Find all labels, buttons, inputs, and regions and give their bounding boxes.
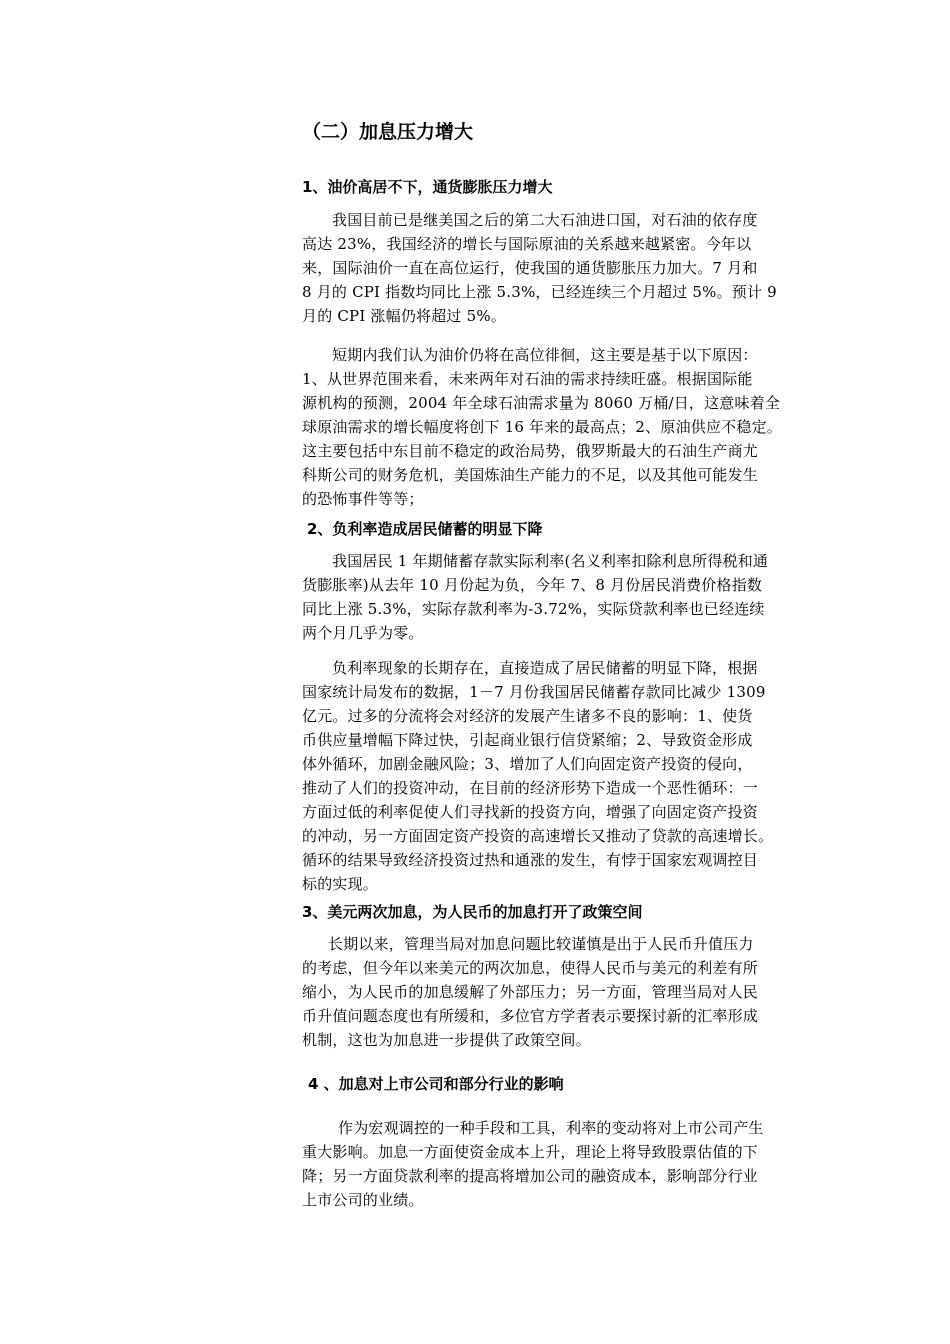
paragraph-line: 我国居民 1 年期储蓄存款实际利率(名义利率扣除利息所得税和通: [332, 552, 769, 570]
paragraph-line: 币供应量增幅下降过快，引起商业银行信贷紧缩；2、导致资金形成: [302, 731, 753, 749]
paragraph-line: 的冲动，另一方面固定资产投资的高速增长又推动了贷款的高速增长。: [302, 827, 774, 845]
paragraph-5: [302, 932, 822, 1052]
subsection-heading-4: 4 、加息对上市公司和部分行业的影响: [308, 1075, 564, 1093]
paragraph-4: [302, 656, 822, 896]
paragraph-line: 1、从世界范围来看，未来两年对石油的需求持续旺盛。根据国际能: [302, 370, 753, 388]
paragraph-line: 体外循环，加剧金融风险；3、增加了人们向固定资产投资的侵向，: [302, 755, 753, 773]
paragraph-line: 方面过低的利率促使人们寻找新的投资方向，增强了向固定资产投资: [302, 803, 759, 821]
paragraph-line: 科斯公司的财务危机，美国炼油生产能力的不足，以及其他可能发生: [302, 466, 759, 484]
paragraph-line: 月的 CPI 涨幅仍将超过 5%。: [302, 307, 506, 325]
paragraph-line: 机制，这也为加息进一步提供了政策空间。: [302, 1031, 591, 1049]
paragraph-line: 缩小，为人民币的加息缓解了外部压力；另一方面，管理当局对人民: [302, 983, 759, 1001]
paragraph-line: 负利率现象的长期存在，直接造成了居民储蓄的明显下降，根据: [332, 659, 758, 677]
paragraph-line: 循环的结果导致经济投资过热和通涨的发生，有悖于国家宏观调控目: [302, 851, 759, 869]
paragraph-line: 国家统计局发布的数据，1－7 月份我国居民储蓄存款同比减少 1309: [302, 683, 766, 701]
paragraph-line: 两个月几乎为零。: [302, 624, 424, 642]
subsection-heading-3: 3、美元两次加息，为人民币的加息打开了政策空间: [302, 903, 643, 921]
paragraph-line: 短期内我们认为油价仍将在高位徘徊，这主要是基于以下原因：: [332, 346, 758, 364]
paragraph-line: 上市公司的业绩。: [302, 1191, 424, 1209]
paragraph-line: 我国目前已是继美国之后的第二大石油进口国，对石油的依存度: [332, 211, 758, 229]
paragraph-line: 长期以来，管理当局对加息问题比较谨慎是出于人民币升值压力: [328, 935, 754, 953]
paragraph-6: [302, 1116, 822, 1212]
paragraph-line: 这主要包括中东目前不稳定的政治局势，俄罗斯最大的石油生产商尤: [302, 442, 759, 460]
paragraph-1: [302, 208, 822, 328]
paragraph-line: 货膨胀率)从去年 10 月份起为负，今年 7、8 月份居民消费价格指数: [302, 576, 763, 594]
section-title: （二）加息压力增大: [302, 121, 474, 143]
paragraph-line: 的考虑，但今年以来美元的两次加息，使得人民币与美元的利差有所: [302, 959, 759, 977]
paragraph-line: 标的实现。: [302, 875, 379, 893]
paragraph-2: [302, 343, 822, 511]
paragraph-line: 同比上涨 5.3%，实际存款利率为-3.72%，实际贷款利率也已经连续: [302, 600, 765, 618]
subsection-heading-1: 1、油价高居不下，通货膨胀压力增大: [302, 178, 553, 196]
paragraph-3: [302, 549, 822, 645]
paragraph-line: 8 月的 CPI 指数均同比上涨 5.3%，已经连续三个月超过 5%。预计 9: [302, 283, 777, 301]
paragraph-line: 推动了人们的投资冲动，在目前的经济形势下造成一个恶性循环：一: [302, 779, 759, 797]
paragraph-line: 币升值问题态度也有所缓和，多位官方学者表示要探讨新的汇率形成: [302, 1007, 759, 1025]
paragraph-line: 来，国际油价一直在高位运行，使我国的通货膨胀压力加大。7 月和: [302, 259, 758, 277]
paragraph-line: 作为宏观调控的一种手段和工具，利率的变动将对上市公司产生: [338, 1119, 764, 1137]
paragraph-line: 降；另一方面贷款利率的提高将增加公司的融资成本，影响部分行业: [302, 1167, 759, 1185]
paragraph-line: 源机构的预测，2004 年全球石油需求量为 8060 万桶/日，这意味着全: [302, 394, 781, 412]
paragraph-line: 亿元。过多的分流将会对经济的发展产生诸多不良的影响：1、使货: [302, 707, 753, 725]
paragraph-line: 球原油需求的增长幅度将创下 16 年来的最高点；2、原油供应不稳定。: [302, 418, 782, 436]
subsection-heading-2: 2、负利率造成居民储蓄的明显下降: [307, 520, 543, 538]
paragraph-line: 高达 23%，我国经济的增长与国际原油的关系越来越紧密。今年以: [302, 235, 752, 253]
paragraph-line: 重大影响。加息一方面使资金成本上升，理论上将导致股票估值的下: [302, 1143, 759, 1161]
paragraph-line: 的恐怖事件等等；: [302, 490, 424, 508]
